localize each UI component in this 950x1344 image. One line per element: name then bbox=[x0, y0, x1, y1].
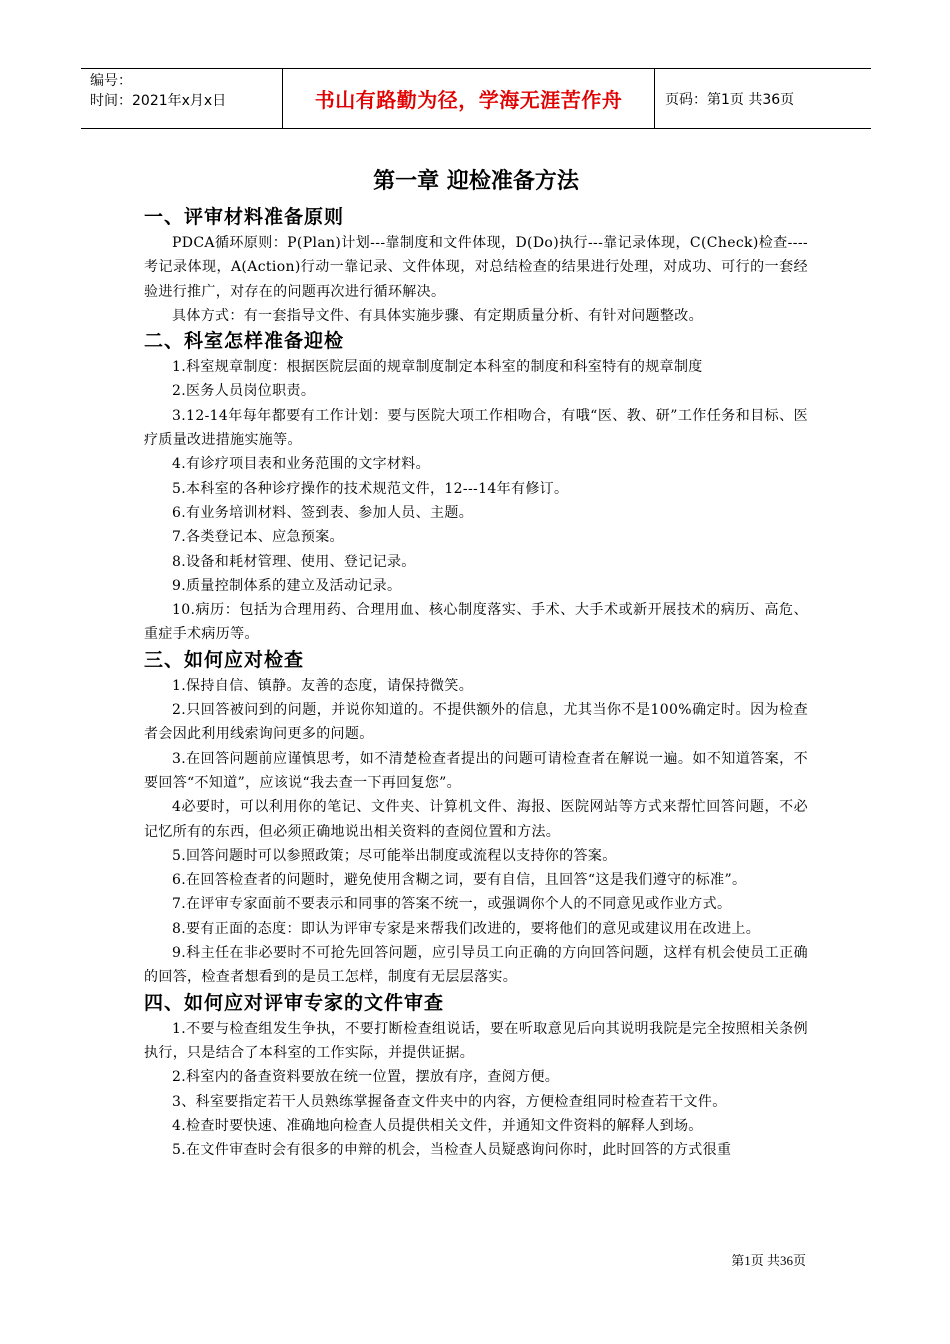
list-item: 8.设备和耗材管理、使用、登记记录。 bbox=[172, 553, 416, 570]
list-item: 10.病历：包括为合理用药、合理用血、核心制度落实、手术、大手术或新开展技术的病历、高危、重症手术病历等。 bbox=[144, 602, 808, 643]
document-number-label: 编号： bbox=[90, 73, 132, 89]
list-item: 8.要有正面的态度：即认为评审专家是来帮我们改进的，要将他们的意见或建议用在改进上。 bbox=[172, 920, 761, 937]
section-heading: 三、如何应对检查 bbox=[144, 648, 305, 671]
section-heading: 一、评审材料准备原则 bbox=[144, 206, 345, 228]
list-item: 7.各类登记本、应急预案。 bbox=[172, 529, 344, 546]
paragraph: 具体方式：有一套指导文件、有具体实施步骤、有定期质量分析、有针对问题整改。 bbox=[172, 307, 703, 324]
header-motto: 书山有路勤为径，学海无涯苦作舟 bbox=[314, 88, 623, 112]
document-body bbox=[144, 160, 808, 1162]
list-item: 1.科室规章制度：根据医院层面的规章制度制定本科室的制度和科室特有的规章制度 bbox=[172, 359, 703, 376]
section-1 bbox=[144, 204, 808, 328]
section-heading: 四、如何应对评审专家的文件审查 bbox=[144, 991, 445, 1014]
list-item: 1.保持自信、镇静。友善的态度，请保持微笑。 bbox=[172, 677, 474, 694]
list-item: 6.在回答检查者的问题时，避免使用含糊之词，要有自信，且回答“这是我们遵守的标准”。 bbox=[172, 872, 747, 889]
list-item: 9.质量控制体系的建立及活动记录。 bbox=[172, 577, 402, 594]
list-item: 4必要时，可以利用你的笔记、文件夹、计算机文件、海报、医院网站等方式来帮忙回答问题，不必记忆所有的东西，但必须正确地说出相关资料的查阅位置和方法。 bbox=[144, 799, 808, 840]
list-item: 3.12-14年每年都要有工作计划：要与医院大项工作相吻合，有哦“医、教、研”工作任务和目标、医疗质量改进措施实施等。 bbox=[144, 407, 808, 449]
paragraph: PDCA循环原则：P(Plan)计划---靠制度和文件体现，D(Do)执行---靠记录体现，C(Check)检查----考记录体现，A(Action)行动一靠记录、文件体现，对总结检查的结果进行处理，对成功、可行的一套经验进行推广，对存在的问题再次进行循环解决。 bbox=[144, 235, 808, 300]
section-4 bbox=[144, 990, 808, 1163]
header-page-info: 页码：第1页 共36页 bbox=[665, 91, 795, 108]
section-3 bbox=[144, 647, 808, 990]
list-item: 2.医务人员岗位职责。 bbox=[172, 383, 316, 400]
page-footer: 第1页 共36页 bbox=[731, 1253, 806, 1268]
list-item: 2.只回答被问到的问题，并说你知道的。不提供额外的信息，尤其当你不是100%确定时。因为检查者会因此利用线索询问更多的问题。 bbox=[144, 702, 808, 743]
list-item: 4.有诊疗项目表和业务范围的文字材料。 bbox=[172, 456, 431, 473]
header-table bbox=[81, 68, 871, 129]
list-item: 7.在评审专家面前不要表示和同事的答案不统一，或强调你个人的不同意见或作业方式。 bbox=[172, 896, 732, 913]
list-item: 5.回答问题时可以参照政策；尽可能举出制度或流程以支持你的答案。 bbox=[172, 847, 617, 864]
list-item: 4.检查时要快速、准确地向检查人员提供相关文件，并通知文件资料的解释人到场。 bbox=[172, 1117, 703, 1134]
header-page-cell bbox=[655, 69, 871, 128]
list-item: 5.本科室的各种诊疗操作的技术规范文件，12---14年有修订。 bbox=[172, 480, 569, 497]
list-item: 6.有业务培训材料、签到表、参加人员、主题。 bbox=[172, 504, 474, 521]
list-item: 1.不要与检查组发生争执，不要打断检查组说话，要在听取意见后向其说明我院是完全按照相关条例执行，只是结合了本科室的工作实际，并提供证据。 bbox=[144, 1020, 808, 1061]
document-date: 时间：2021年x月x日 bbox=[90, 93, 227, 109]
list-item: 5.在文件审查时会有很多的申辩的机会，当检查人员疑惑询问你时，此时回答的方式很重 bbox=[172, 1142, 732, 1159]
list-item: 9.科主任在非必要时不可抢先回答问题，应引导员工向正确的方向回答问题，这样有机会使员工正确的回答，检查者想看到的是员工怎样，制度有无层层落实。 bbox=[144, 945, 808, 986]
list-item: 2.科室内的备查资料要放在统一位置，摆放有序，查阅方便。 bbox=[172, 1069, 560, 1086]
list-item: 3、科室要指定若干人员熟练掌握备查文件夹中的内容，方便检查组同时检查若干文件。 bbox=[172, 1093, 727, 1110]
section-2 bbox=[144, 328, 808, 647]
header-meta bbox=[81, 69, 282, 128]
section-heading: 二、科室怎样准备迎检 bbox=[144, 330, 345, 353]
list-item: 3.在回答问题前应谨慎思考，如不清楚检查者提出的问题可请检查者在解说一遍。如不知道答案，不要回答“不知道”，应该说“我去查一下再回复您”。 bbox=[144, 750, 808, 791]
chapter-title: 第一章 迎检准备方法 bbox=[373, 169, 579, 194]
header-motto-cell bbox=[282, 69, 655, 128]
